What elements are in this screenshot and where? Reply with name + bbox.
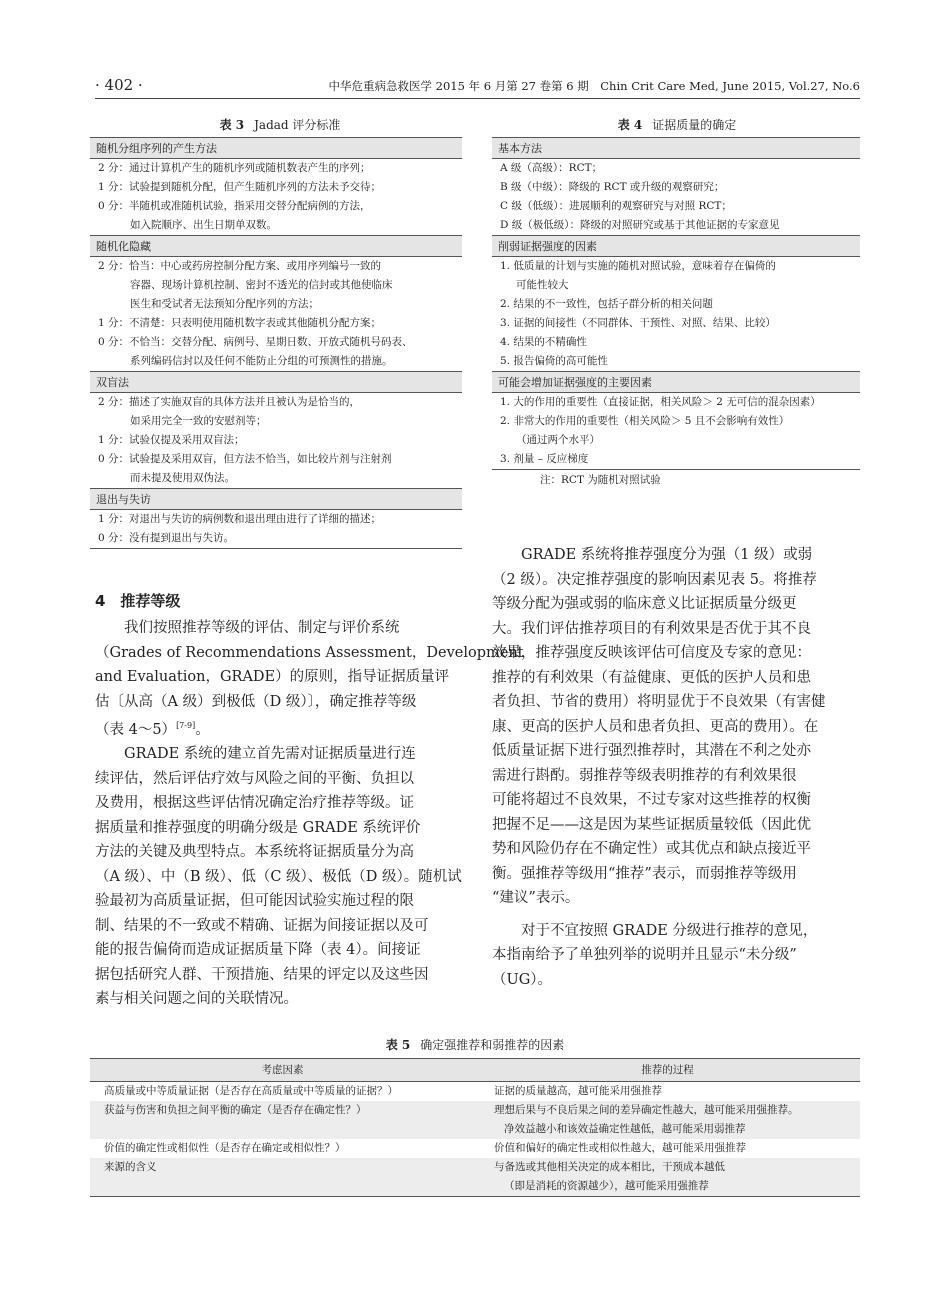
journal-citation: 中华危重病急救医学 2015 年 6 月第 27 卷第 6 期 Chin Crit Care Med, June 2015, Vol.27, No.6 (328, 79, 860, 93)
table-row (90, 1082, 860, 1101)
table4-line: A 级（高级）：RCT； (500, 162, 603, 174)
table4-line: （通过两个水平） (516, 434, 600, 446)
text-line: 推荐的有利效果（有益健康、更低的医护人员和患 (492, 669, 811, 686)
page-number: · 402 · (95, 76, 143, 94)
table4-line: C 级（低级）：进展顺利的观察研究与对照 RCT； (500, 200, 732, 212)
table3-label: 表 3 (219, 118, 245, 132)
table-row (90, 1158, 860, 1197)
running-header (95, 76, 860, 99)
text-line: （表 4～5） (95, 721, 177, 738)
text-line: 本指南给予了单独列举的说明并且显示“未分级” (492, 947, 797, 963)
text-line: 者负担、节省的费用）将明显优于不良效果（有害健 (492, 694, 826, 710)
table4-line: 1. 低质量的计划与实施的随机对照试验，意味着存在偏倚的 (500, 260, 776, 272)
right-column (492, 543, 860, 992)
text-line: 方法的关键及典型特点。本系统将证据质量分为高 (95, 844, 414, 861)
text-line: 及费用，根据这些评估情况确定治疗推荐等级。证 (95, 795, 414, 812)
table4-section-title: 基本方法 (492, 137, 860, 159)
text-line: 验最初为高质量证据，但可能因试验实施过程的限 (95, 893, 414, 910)
table3-caption (95, 116, 465, 133)
table3-line: 医生和受试者无法预知分配序列的方法； (130, 298, 319, 310)
text-line: 可能将超过不良效果，不过专家对这些推荐的权衡 (492, 792, 811, 808)
text-line: 对于不宜按照 GRADE 分级进行推荐的意见， (521, 922, 818, 939)
table3-line: 如采用完全一致的安慰剂等； (130, 415, 267, 427)
text-line: 据包括研究人群、干预措施、结果的评定以及这些因 (95, 966, 429, 983)
table3-line: 而未提及使用双伪法。 (130, 472, 235, 484)
table3-section-title: 随机分组序列的产生方法 (90, 137, 462, 159)
citation-ref: [7-9] (176, 721, 196, 730)
text-line: 等级分配为强或弱的临床意义比证据质量分级更 (492, 596, 797, 612)
text-line: 需进行斟酌。弱推荐等级表明推荐的有利效果很 (492, 767, 797, 784)
table3-line: 1 分：不清楚：只表明使用随机数字表或其他随机分配方案； (98, 317, 382, 329)
table3-line: 0 分：不恰当：交替分配、病例号、星期日数、开放式随机号码表、 (98, 336, 413, 348)
table4-line: 5. 报告偏倚的高可能性 (500, 355, 608, 367)
table3-line: 1 分：试验仅提及采用双盲法； (98, 434, 245, 446)
text-line: 能的报告偏倚而造成证据质量下降（表 4）。间接证 (95, 942, 421, 959)
text-line: GRADE 系统将推荐强度分为强（1 级）或弱 (521, 547, 813, 563)
text-line: GRADE 系统的建立首先需对证据质量进行连 (124, 746, 416, 763)
table3-line: 0 分：没有提到退出与失访。 (90, 529, 462, 549)
table4-line: 4. 结果的不精确性 (500, 336, 587, 348)
table5-factor: 高质量或中等质量证据（是否存在高质量或中等质量的证据？） (104, 1085, 398, 1097)
table5-title: 确定强推荐和弱推荐的因素 (420, 1038, 565, 1052)
text-line: （Grades of Recommendations Assessment，Development (95, 644, 524, 661)
table3-line: 2 分：描述了实施双盲的具体方法并且被认为是恰当的， (98, 396, 361, 408)
table4-line: 2. 非常大的作用的重要性（相关风险＞ 5 且不会影响有效性） (500, 415, 790, 427)
paragraph-3 (492, 543, 860, 911)
table5-process: 证据的质量越高，越可能采用强推荐 (494, 1085, 662, 1097)
table4-caption (492, 116, 862, 133)
table3-section-title: 随机化隐藏 (90, 235, 462, 257)
text-line: 我们按照推荐等级的评估、制定与评价系统 (124, 620, 400, 636)
table4-title: 证据质量的确定 (652, 118, 737, 132)
table3-line: 0 分：试验提及采用双盲，但方法不恰当，如比较片剂与注射剂 (98, 453, 392, 465)
table3-title: Jadad 评分标准 (254, 118, 341, 132)
text-line: 续评估，然后评估疗效与风险之间的平衡、负担以 (95, 770, 414, 787)
table4-section-title: 可能会增加证据强度的主要因素 (492, 371, 860, 393)
table3-line: 1 分：试验提到随机分配，但产生随机序列的方法未予交待； (98, 181, 382, 193)
paragraph-2 (95, 742, 460, 1012)
paragraph-1 (95, 616, 524, 742)
table4-line: 2. 结果的不一致性，包括子群分析的相关问题 (500, 298, 713, 310)
table4-note: 注：RCT 为随机对照试验 (540, 474, 661, 486)
table3-line: 如入院顺序、出生日期单双数。 (130, 219, 277, 231)
table5-label: 表 5 (385, 1038, 411, 1052)
table-row (90, 1101, 860, 1139)
text-line: 低质量证据下进行强烈推荐时，其潜在不利之处亦 (492, 743, 811, 759)
section-heading: 4 推荐等级 (95, 592, 181, 610)
table3-line: 2 分：通过计算机产生的随机序列或随机数表产生的序列； (98, 162, 371, 174)
text-line: （UG）。 (492, 971, 553, 988)
table5-process: 价值和偏好的确定性或相似性越大，越可能采用强推荐 (494, 1142, 746, 1154)
text-line: 效果，推荐强度反映该评估可信度及专家的意见： (492, 645, 811, 661)
text-line: （A 级）、中（B 级）、低（C 级）、极低（D 级）。随机试 (95, 868, 462, 885)
table5-process: 理想后果与不良后果之间的差异确定性越大，越可能采用强推荐。 (494, 1104, 799, 1116)
table-row (90, 1139, 860, 1158)
table4-line: 1. 大的作用的重要性（直接证据，相关风险＞ 2 无可信的混杂因素） (500, 396, 821, 408)
table4 (492, 137, 860, 490)
text-line: 据质量和推荐强度的明确分级是 GRADE 系统评价 (95, 819, 421, 836)
table4-line: 3. 证据的间接性（不同群体、干预性、对照、结果、比较） (500, 317, 776, 329)
text-line: 制、结果的不一致或不精确、证据为间接证据以及可 (95, 917, 429, 934)
table4-section-title: 削弱证据强度的因素 (492, 235, 860, 257)
text-line: 大。我们评估推荐项目的有利效果是否优于其不良 (492, 620, 811, 637)
text-line: 。 (195, 721, 210, 738)
table3-line: 容器、现场计算机控制、密封不透光的信封或其他使临床 (130, 279, 393, 291)
table4-line: 3. 剂量 – 反应梯度 (492, 450, 860, 470)
table4-line: 可能性较大 (516, 279, 569, 291)
table3-line: 系列编码信封以及任何不能防止分组的可预测性的措施。 (130, 355, 393, 367)
table5-process: 与备选或其他相关决定的成本相比，干预成本越低 (494, 1161, 725, 1173)
text-line: （2 级）。决定推荐强度的影响因素见表 5。将推荐 (492, 571, 817, 588)
table5-factor: 价值的确定性或相似性（是否存在确定或相似性？） (104, 1142, 346, 1154)
table5-process: 净效益越小和该效益确定性越低，越可能采用弱推荐 (504, 1123, 746, 1135)
table5-header-process: 推荐的过程 (641, 1064, 694, 1076)
table5 (90, 1058, 860, 1197)
text-line: 衡。强推荐等级用“推荐”表示，而弱推荐等级用 (492, 865, 797, 882)
table5-factor: 来源的含义 (104, 1161, 157, 1173)
table3-section-title: 退出与失访 (90, 488, 462, 510)
text-line: 康、更高的医护人员和患者负担、更高的费用）。在 (492, 718, 819, 735)
table3-line: 2 分：恰当：中心或药房控制分配方案、或用序列编号一致的 (98, 260, 382, 272)
paragraph-4 (492, 919, 860, 993)
table4-line: D 级（极低级）：降级的对照研究或基于其他证据的专家意见 (500, 219, 780, 231)
table3-line: 0 分：半随机或准随机试验，指采用交替分配病例的方法， (98, 200, 371, 212)
table5-header (90, 1058, 860, 1082)
table5-caption (90, 1036, 860, 1053)
text-line: 素与相关问题之间的关联情况。 (95, 991, 298, 1008)
table4-label: 表 4 (617, 118, 643, 132)
text-line: 估〔从高（A 级）到极低（D 级）〕，确定推荐等级 (95, 693, 417, 710)
table3-line: 1 分：对退出与失访的病例数和退出理由进行了详细的描述； (98, 513, 382, 525)
table4-line: B 级（中级）：降级的 RCT 或升级的观察研究； (500, 181, 725, 193)
text-line: and Evaluation，GRADE）的原则，指导证据质量评 (95, 669, 450, 685)
table3-section-title: 双盲法 (90, 371, 462, 393)
table5-process: （即是消耗的资源越少），越可能采用强推荐 (504, 1180, 709, 1192)
table5-factor: 获益与伤害和负担之间平衡的确定（是否存在确定性？） (104, 1104, 367, 1116)
text-line: 把握不足——这是因为某些证据质量较低（因此优 (492, 816, 811, 833)
table5-header-factor: 考虑因素 (261, 1064, 304, 1076)
text-line: 势和风险仍存在不确定性）或其优点和缺点接近平 (492, 841, 811, 857)
text-line: “建议”表示。 (492, 890, 580, 906)
table3 (90, 137, 462, 549)
